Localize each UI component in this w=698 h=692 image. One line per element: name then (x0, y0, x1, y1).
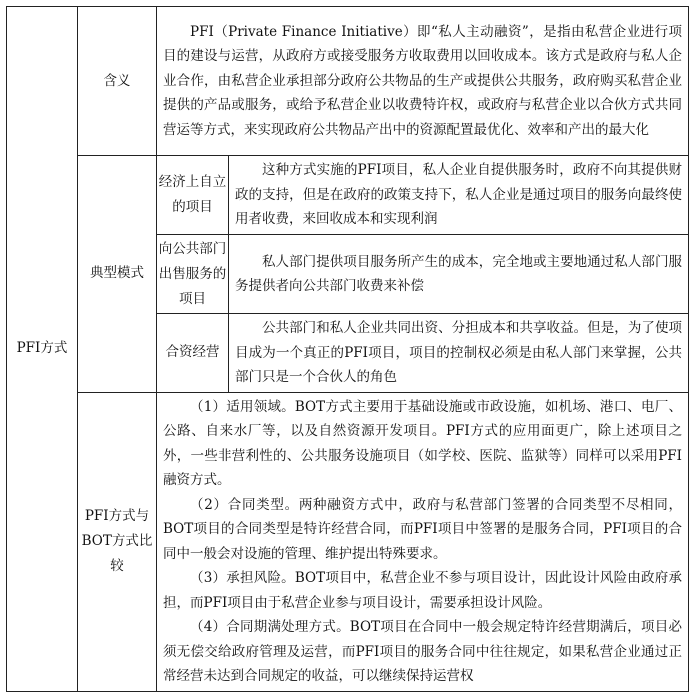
model-row (7, 156, 689, 235)
model-desc: 私人部门提供项目服务所产生的成本，完全地或主要地通过私人部门服务提供者向公共部门收费来补偿 (229, 235, 689, 314)
comparison-paragraph: （4）合同期满处理方式。BOT项目在合同中一般会规定特许经营期满后，项目必须无偿交给政府管理及运营，而PFI项目的服务合同中往往规定，如果私营企业通过正常经营未达到合同规定的收益，可以继续保持运营权 (163, 619, 682, 684)
comparison-paragraph: （1）适用领域。BOT方式主要用于基础设施或市政设施，如机场、港口、电厂、公路、自来水厂等，以及自然资源开发项目。PFI方式的应用面更广，除上述项目之外，一些非营利性的、公共服务设施项目（如学校、医院、监狱等）同样可以采用PFI融资方式。 (163, 398, 682, 488)
model-name: 合资经营 (157, 314, 229, 393)
model-name: 经济上自立的项目 (157, 156, 229, 235)
comparison-label: PFI方式与BOT方式比较 (78, 392, 157, 691)
comparison-paragraph: （3）承担风险。BOT项目中，私营企业不参与项目设计，因此设计风险由政府承担，而PFI项目由于私营企业参与项目设计，需要承担设计风险。 (163, 570, 682, 611)
category-cell: PFI方式 (7, 7, 78, 692)
pfi-table (6, 6, 689, 692)
model-name: 向公共部门出售服务的项目 (157, 235, 229, 314)
model-desc: 公共部门和私人企业共同出资、分担成本和共享收益。但是，为了使项目成为一个真正的PFI项目，项目的控制权必须是由私人部门来掌握，公共部门只是一个合伙人的角色 (229, 314, 689, 393)
definition-row (7, 7, 689, 156)
definition-label: 含义 (78, 7, 157, 156)
comparison-paragraph: （2）合同类型。两种融资方式中，政府与私营部门签署的合同类型不尽相同，BOT项目的合同类型是特许经营合同，而PFI项目中签署的是服务合同，PFI项目的合同中一般会对设施的管理、维护提出特殊要求。 (163, 496, 682, 562)
comparison-text (157, 392, 689, 691)
model-desc: 这种方式实施的PFI项目，私人企业自提供服务时，政府不向其提供财政的支持，但是在政府的政策支持下，私人企业是通过项目的服务向最终使用者收费，来回收成本和实现利润 (229, 156, 689, 235)
models-label: 典型模式 (78, 156, 157, 393)
comparison-row (7, 392, 689, 691)
definition-text: PFI（Private Finance Initiative）即“私人主动融资”，是指由私营企业进行项目的建设与运营，从政府方或接受服务方收取费用以回收成本。该方式是政府与私人企业合作，由私营企业承担部分政府公共物品的生产或提供公共服务，政府购买私营企业提供的产品或服务，或给予私营企业以收费特许权，或政府与私营企业以合伙方式共同营运等方式，来实现政府公共物品产出中的资源配置最优化、效率和产出的最大化 (157, 7, 689, 156)
